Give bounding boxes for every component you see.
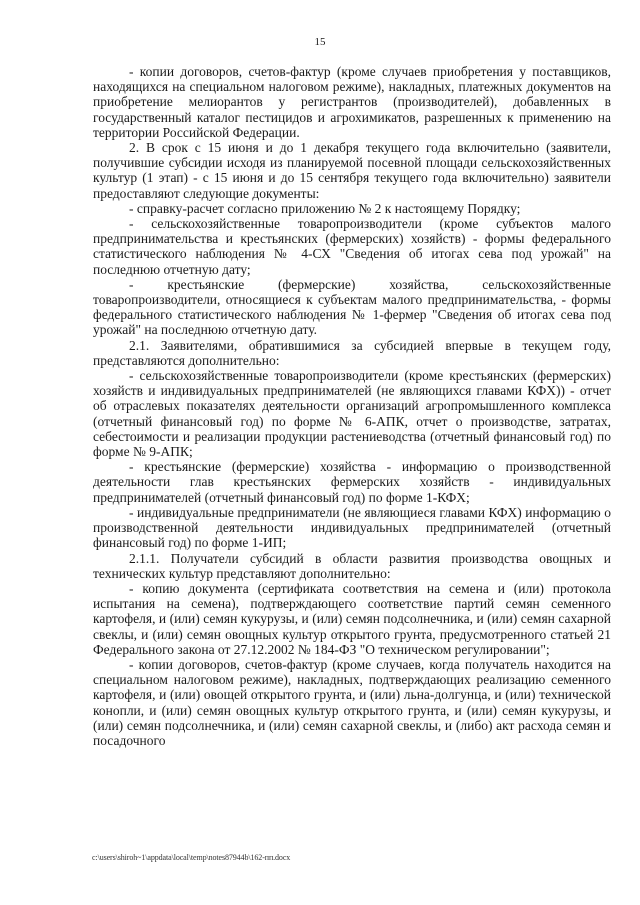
paragraph-form-1farmer: - крестьянские (фермерские) хозяйства, сельскохозяйственные товаропроизводители, относящиеся к субъектам малого предпринимательства, - формы федерального статистического наблюдения № 1-фермер "Сведения об итогах сева под урожай" на последнюю отчетную дату. — [93, 276, 611, 338]
paragraph-item-2-1: 2.1. Заявителями, обратившимися за субсидией впервые в текущем году, представляются дополнительно: — [93, 337, 611, 368]
paragraph-certificate-copy: - копию документа (сертификата соответствия на семена и (или) протокола испытания на семена), подтверждающего соответствие партий семян семенного картофеля, и (или) семян кукурузы, и (или) семян подсолнечника, и (или) семян сахарной свеклы, и (или) семян овощных культур открытого грунта, предусмотренного статьей 21 Федерального закона от 27.12.2002 № 184-ФЗ "О техническом регулировании"; — [93, 580, 611, 657]
paragraph-contracts-copies: - копии договоров, счетов-фактур (кроме случаев, когда получатель находится на специальном налоговом режиме), накладных, подтверждающих реализацию семенного картофеля, и (или) овощей открытого грунта, и (или) льна-долгунца, и (или) технической конопли, и (или) семян овощных культур открытого грунта, и (или) семян кукурузы, и (или) семян подсолнечника, и (или) семян сахарной свеклы, и (либо) акт расхода семян и посадочного — [93, 656, 611, 748]
page-number: 15 — [314, 36, 326, 48]
paragraph-form-4sh: - сельскохозяйственные товаропроизводители (кроме субъектов малого предпринимательства и крестьянских (фермерских) хозяйств) - формы федерального статистического наблюдения № 4-СХ "Сведения об итогах сева под урожай" на последнюю отчетную дату; — [93, 216, 611, 277]
paragraph-form-1kfh: - крестьянские (фермерские) хозяйства - информацию о производственной деятельности глав крестьянских фермерских хозяйств - индивидуальных предпринимателей (отчетный финансовый год) по форме 1-КФХ; — [93, 459, 611, 505]
paragraph-form-6apk: - сельскохозяйственные товаропроизводители (кроме крестьянских (фермерских) хозяйств и индивидуальных предпринимателей (не являющихся главами КФХ)) - отчет об отраслевых показателях деятельности организаций агропромышленного комплекса (отчетный финансовый год) по форме № 6-АПК, отчет о производстве, затратах, себестоимости и реализации продукции растениеводства (отчетный финансовый год) по форме № 9-АПК; — [93, 368, 611, 460]
document-body — [93, 64, 611, 748]
paragraph-item-2: 2. В срок с 15 июня и до 1 декабря текущего года включительно (заявители, получившие субсидии исходя из планируемой посевной площади сельскохозяйственных культур (1 этап) - с 15 июня и до 15 сентября текущего года включительно) заявители предоставляют следующие документы: — [93, 140, 611, 201]
paragraph-item-2-1-1: 2.1.1. Получатели субсидий в области развития производства овощных и технических культур представляют дополнительно: — [93, 550, 611, 581]
paragraph-calc-reference: - справку-расчет согласно приложению № 2 к настоящему Порядку; — [129, 200, 521, 216]
paragraph-seed-copies: - копии договоров, счетов-фактур (кроме случаев приобретения у поставщиков, находящихся на специальном налоговом режиме), накладных, платежных документов на приобретение мелиорантов у регистрантов (производителей), добавленных в государственный каталог пестицидов и агрохимикатов, разрешенных к применению на территории Российской Федерации. — [93, 64, 611, 140]
footer-file-path: c:\users\shiroh~1\appdata\local\temp\notes87944b\162-пп.docx — [92, 853, 291, 862]
paragraph-form-1ip: - индивидуальные предприниматели (не являющиеся главами КФХ) информацию о производственной деятельности индивидуальных предпринимателей (отчетный финансовый год) по форме 1-ИП; — [93, 504, 611, 551]
